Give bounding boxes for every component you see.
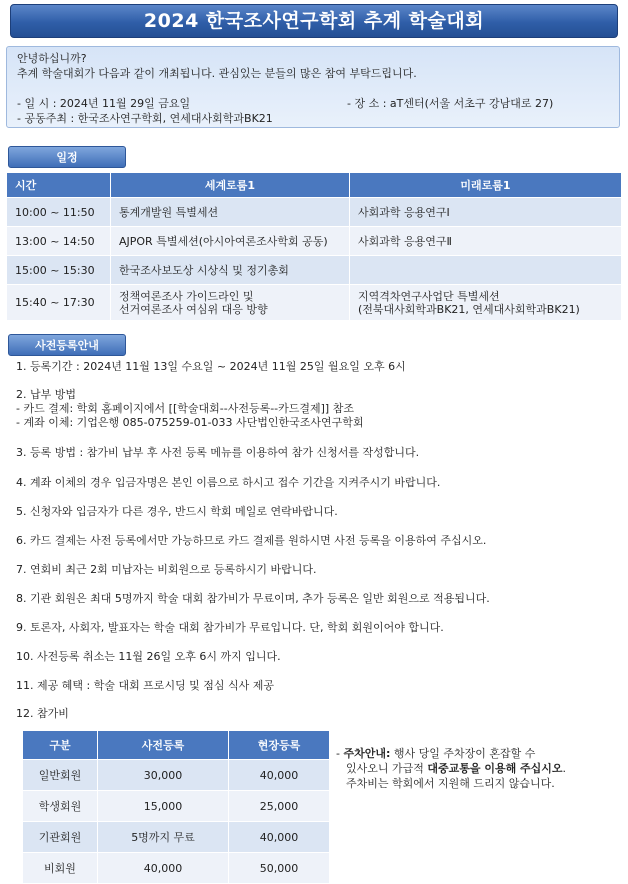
registration-period: 1. 등록기간 : 2024년 11월 13일 수요일 ~ 2024년 11월 25일 월요일 오후 6시 [16,360,406,373]
col-pre: 사전등록 [98,731,229,760]
registration-section-label: 사전등록안내 [8,334,126,356]
room2-cell [350,256,622,285]
event-hosts: - 공동주최 : 한국조사연구학회, 연세대사회학과BK21 [17,112,273,125]
intro-message: 추계 학술대회가 다음과 같이 개최됩니다. 관심있는 분들의 많은 참여 부탁드립니다. [17,67,417,80]
table-row [23,791,330,822]
fee-table [22,730,330,884]
col-room1: 세계로룸1 [111,173,350,198]
registration-item: 7. 연회비 최근 2회 미납자는 비회원으로 등록하시기 바랍니다. [16,563,317,576]
parking-label: 주차안내: [343,747,391,760]
fee-type: 기관회원 [23,822,98,853]
fee-pre: 15,000 [98,791,229,822]
fee-onsite: 25,000 [229,791,330,822]
registration-item: 4. 계좌 이체의 경우 입금자명은 본인 이름으로 하시고 접수 기간을 지켜주시기 바랍니다. [16,476,441,489]
fee-type: 일반회원 [23,760,98,791]
greeting: 안녕하십니까? [17,52,87,65]
fee-pre: 40,000 [98,853,229,884]
col-time: 시간 [7,173,111,198]
room1-cell [111,285,350,321]
room2-cell: 사회과학 응용연구Ⅰ [350,198,622,227]
table-row [23,822,330,853]
room1-cell: 통계개발원 특별세션 [111,198,350,227]
registration-item: 9. 토론자, 사회자, 발표자는 학술 대회 참가비가 무료입니다. 단, 학회 회원이어야 합니다. [16,621,444,634]
registration-item: 6. 카드 결제는 사전 등록에서만 가능하므로 카드 결제를 원하시면 사전 등록을 이용하여 주십시오. [16,534,487,547]
page-title: 2024 한국조사연구학회 추계 학술대회 [10,4,618,38]
payment-card: - 카드 결제: 학회 홈페이지에서 [[학술대회--사전등록--카드결제]] 참조 [16,402,354,415]
intro-box [6,46,620,128]
registration-item: 11. 제공 혜택 : 학술 대회 프로시딩 및 점심 식사 제공 [16,679,275,692]
fee-header-row [23,731,330,760]
fee-title: 12. 참가비 [16,707,69,720]
table-row [23,760,330,791]
fee-onsite: 40,000 [229,822,330,853]
time-cell: 10:00 ~ 11:50 [7,198,111,227]
room2-cell: 사회과학 응용연구Ⅱ [350,227,622,256]
event-date: - 일 시 : 2024년 11월 29일 금요일 [17,97,191,110]
fee-pre: 5명까지 무료 [98,822,229,853]
col-onsite: 현장등록 [229,731,330,760]
col-room2: 미래로룸1 [350,173,622,198]
fee-type: 학생회원 [23,791,98,822]
event-venue: - 장 소 : aT센터(서울 서초구 강남대로 27) [347,97,554,110]
payment-title: 2. 납부 방법 [16,388,76,401]
parking-emphasis: 대중교통을 이용해 주십시오 [427,762,563,775]
room2-line: (전북대사회학과BK21, 연세대사회학과BK21) [358,302,580,316]
time-cell: 13:00 ~ 14:50 [7,227,111,256]
room2-line: 지역격차연구사업단 특별세션 [358,289,500,303]
table-row [7,285,622,321]
table-row [7,227,622,256]
parking-line [336,761,626,776]
fee-onsite: 40,000 [229,760,330,791]
schedule-section-label: 일정 [8,146,126,168]
parking-notice [336,746,626,791]
time-cell: 15:00 ~ 15:30 [7,256,111,285]
schedule-table [6,172,622,321]
col-type: 구분 [23,731,98,760]
parking-text: 행사 당일 주차장이 혼잡할 수 [390,747,536,760]
registration-item: 8. 기관 회원은 최대 5명까지 학술 대회 참가비가 무료이며, 추가 등록은 일반 회원으로 적용됩니다. [16,592,490,605]
registration-item: 10. 사전등록 취소는 11월 26일 오후 6시 까지 입니다. [16,650,281,663]
room1-line: 정책여론조사 가이드라인 및 [119,289,254,303]
room1-cell: AJPOR 특별세션(아시아여론조사학회 공동) [111,227,350,256]
room2-cell [350,285,622,321]
payment-transfer: - 계좌 이체: 기업은행 085-075259-01-033 사단법인한국조사연구학회 [16,416,364,429]
table-row [7,198,622,227]
parking-text: 있사오니 가급적 [346,762,428,775]
fee-onsite: 50,000 [229,853,330,884]
table-row [7,256,622,285]
fee-type: 비회원 [23,853,98,884]
parking-text: . [562,762,567,775]
registration-item: 3. 등록 방법 : 참가비 납부 후 사전 등록 메뉴를 이용하여 참가 신청서를 작성합니다. [16,446,420,459]
schedule-header-row [7,173,622,198]
fee-pre: 30,000 [98,760,229,791]
registration-item: 5. 신청자와 입금자가 다른 경우, 반드시 학회 메일로 연락바랍니다. [16,505,338,518]
date-venue-row [17,96,609,111]
parking-line: 주차비는 학회에서 지원해 드리지 않습니다. [346,777,555,790]
parking-line: - 주차안내: 행사 당일 주차장이 혼잡할 수 [336,747,536,760]
spacer [17,81,609,96]
table-row [23,853,330,884]
time-cell: 15:40 ~ 17:30 [7,285,111,321]
room1-cell: 한국조사보도상 시상식 및 정기총회 [111,256,350,285]
room1-line: 선거여론조사 여심위 대응 방향 [119,302,268,316]
